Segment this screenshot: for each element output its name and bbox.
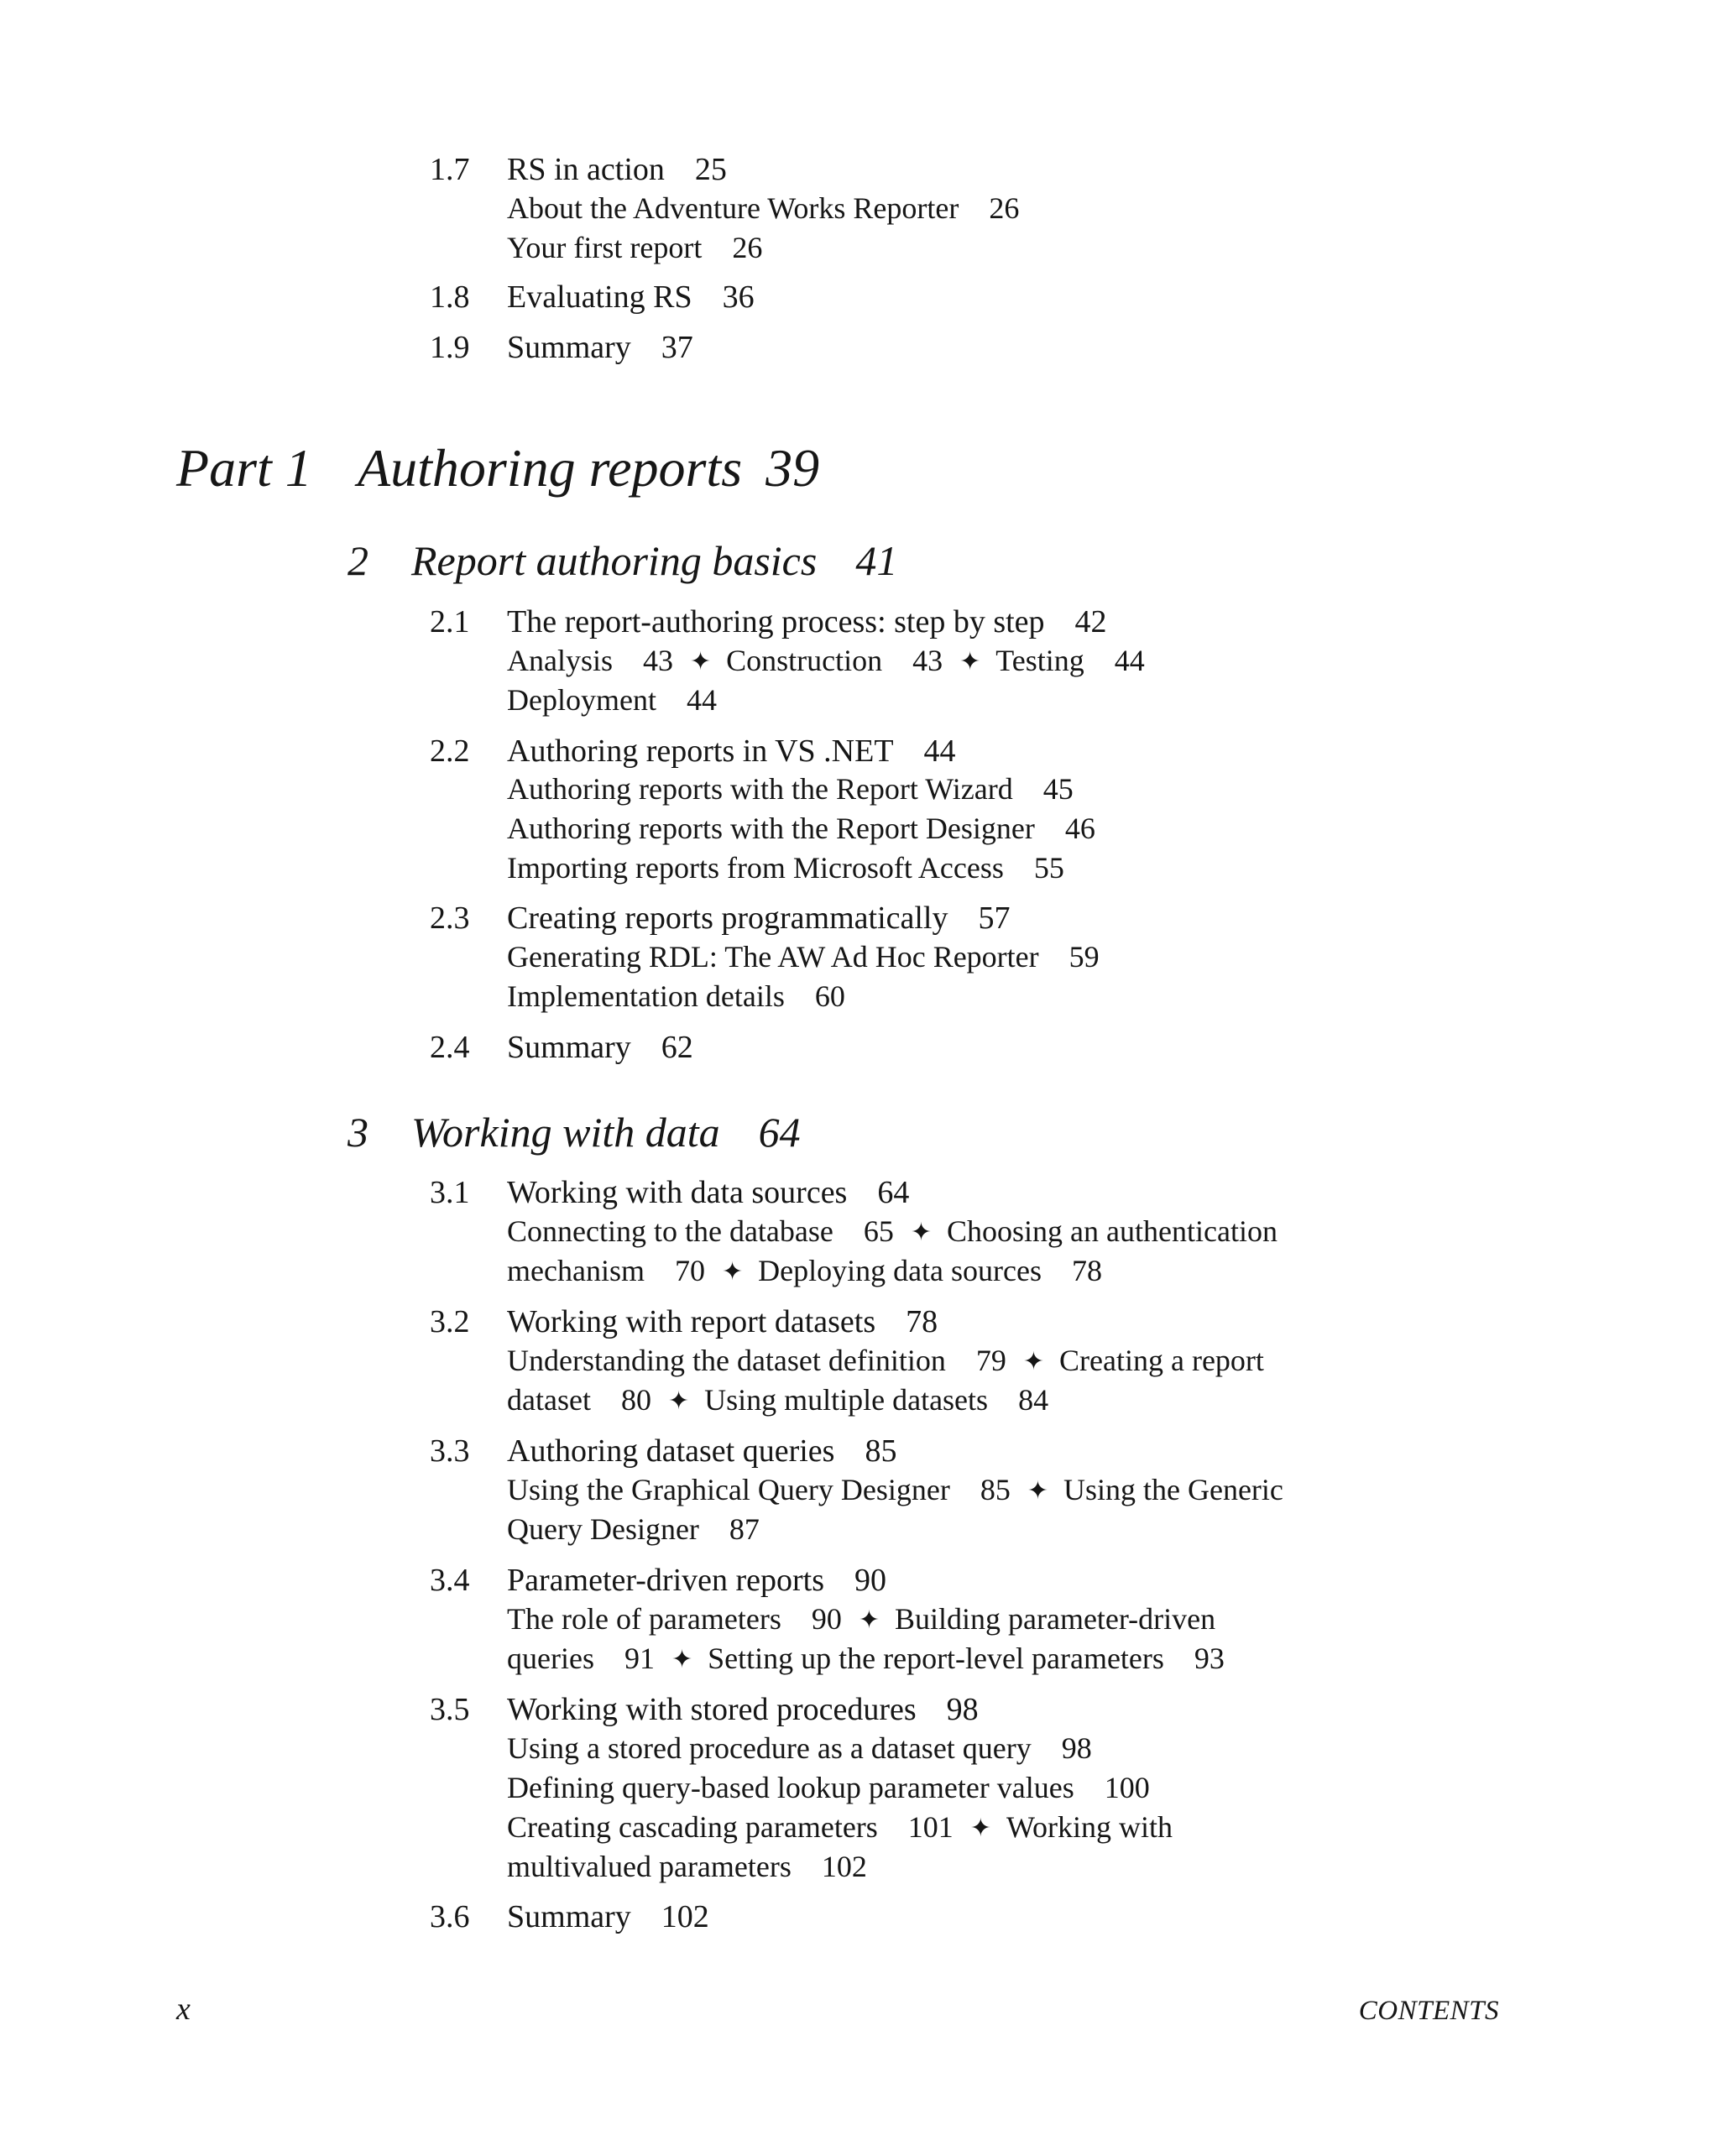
toc-subtopic-line: [507, 977, 845, 1016]
section-number: 1.8: [430, 279, 470, 315]
toc-subtopic-line: [507, 1470, 1283, 1511]
part-title: Authoring reports: [358, 438, 743, 498]
toc-subtopic-line: [507, 1768, 1150, 1808]
part-page-number: 39: [765, 438, 820, 498]
section-number: 3.3: [430, 1433, 470, 1469]
bullet-separator-icon: ✦: [1027, 1477, 1048, 1505]
toc-subtopic-line: [507, 770, 1074, 809]
subtopic-title: Using multiple datasets: [704, 1383, 989, 1417]
section-page-number: 25: [694, 152, 727, 187]
subtopic-page-number: 55: [1033, 851, 1064, 885]
section-title: [507, 326, 693, 369]
toc-section-entry: [430, 1026, 1395, 1069]
subtopic-title: Deploying data sources: [758, 1254, 1042, 1287]
section-page-number: 98: [946, 1692, 979, 1727]
chapter-title: Working with data: [411, 1109, 720, 1156]
section-number: 3.1: [430, 1175, 470, 1210]
section-page-number: 62: [661, 1030, 693, 1065]
subtopic-page-number: 60: [814, 979, 845, 1013]
subtopic-title: Choosing an authentication: [947, 1214, 1277, 1248]
section-title: [507, 896, 1011, 940]
bullet-separator-icon: ✦: [690, 648, 712, 676]
section-title-text: Working with stored procedures: [507, 1692, 917, 1727]
section-page-number: 42: [1074, 604, 1107, 639]
section-page-number: 85: [865, 1433, 897, 1469]
chapter-number: 3: [347, 1109, 368, 1156]
subtopic-title: Your first report: [507, 231, 703, 264]
subtopic-page-number: 79: [975, 1344, 1006, 1377]
toc-subtopic-line: [507, 1212, 1277, 1252]
subtopic-page-number: 93: [1194, 1642, 1225, 1675]
subtopic-title: Construction: [726, 644, 883, 677]
section-number: 1.9: [430, 330, 470, 365]
toc-section-entry: [430, 1300, 1395, 1344]
subtopic-page-number: 78: [1072, 1254, 1102, 1287]
subtopic-title: Creating cascading parameters: [507, 1810, 878, 1844]
section-number: 1.7: [430, 152, 470, 187]
bullet-separator-icon: ✦: [721, 1258, 744, 1286]
section-title: [507, 1429, 896, 1473]
section-number: 2.2: [430, 733, 470, 769]
section-title: [507, 1688, 979, 1731]
subtopic-title: Using a stored procedure as a dataset query: [507, 1731, 1032, 1765]
toc-section-entry: [430, 1558, 1395, 1602]
section-title-text: Summary: [507, 330, 631, 365]
subtopic-title: The role of parameters: [507, 1602, 781, 1636]
toc-section-entry: [430, 326, 1395, 369]
toc-section-entry: [430, 896, 1395, 940]
toc-subtopic-line: [507, 1341, 1264, 1381]
bullet-separator-icon: ✦: [1022, 1348, 1045, 1376]
subtopic-title: Creating a report: [1059, 1344, 1264, 1377]
section-page-number: 102: [661, 1899, 709, 1934]
toc-subtopic-line: [507, 937, 1100, 977]
subtopic-title: Using the Generic: [1063, 1473, 1283, 1506]
subtopic-title: queries: [507, 1642, 594, 1675]
toc-subtopic-line: [507, 189, 1019, 228]
subtopic-page-number: 26: [989, 191, 1020, 225]
subtopic-page-number: 45: [1042, 772, 1074, 806]
subtopic-page-number: 87: [729, 1512, 760, 1546]
subtopic-page-number: 65: [863, 1214, 894, 1248]
section-title-text: Working with report datasets: [507, 1304, 876, 1339]
toc-subtopic-line: [507, 1510, 760, 1549]
subtopic-title: Generating RDL: The AW Ad Hoc Reporter: [507, 940, 1039, 974]
toc-section-entry: [430, 1429, 1395, 1473]
bullet-separator-icon: ✦: [910, 1219, 933, 1246]
section-title-text: RS in action: [507, 152, 665, 187]
toc-section-entry: [430, 148, 1395, 191]
section-title: [507, 275, 755, 319]
section-title-text: Working with data sources: [507, 1175, 848, 1210]
subtopic-page-number: 101: [907, 1810, 954, 1844]
toc-section-entry: [430, 729, 1395, 773]
toc-subtopic-line: [507, 1729, 1092, 1768]
toc-subtopic-line: [507, 228, 762, 268]
subtopic-title: dataset: [507, 1383, 591, 1417]
toc-subtopic-line: [507, 1600, 1215, 1640]
subtopic-title: Analysis: [507, 644, 613, 677]
subtopic-title: Implementation details: [507, 979, 785, 1013]
section-title-text: Parameter-driven reports: [507, 1563, 825, 1598]
subtopic-page-number: 26: [732, 231, 763, 264]
section-number: 3.6: [430, 1899, 470, 1934]
part-label: Part 1: [176, 438, 312, 498]
bullet-separator-icon: ✦: [667, 1387, 690, 1415]
toc-section-entry: [430, 275, 1395, 319]
section-title: [507, 1300, 938, 1344]
section-number: 3.4: [430, 1563, 470, 1598]
subtopic-page-number: 70: [674, 1254, 705, 1287]
subtopic-page-number: 91: [624, 1642, 655, 1675]
subtopic-page-number: 80: [620, 1383, 651, 1417]
toc-subtopic-line: [507, 1808, 1173, 1848]
subtopic-title: Deployment: [507, 683, 656, 717]
subtopic-title: mechanism: [507, 1254, 645, 1287]
subtopic-title: Authoring reports with the Report Wizard: [507, 772, 1013, 806]
section-page-number: 37: [661, 330, 693, 365]
subtopic-title: Defining query-based lookup parameter values: [507, 1771, 1074, 1804]
section-number: 3.2: [430, 1304, 470, 1339]
section-page-number: 64: [877, 1175, 910, 1210]
subtopic-title: Working with: [1006, 1810, 1173, 1844]
section-title: [507, 600, 1107, 644]
toc-subtopic-line: [507, 1639, 1225, 1679]
section-title-text: Summary: [507, 1030, 631, 1065]
section-page-number: 90: [854, 1563, 887, 1598]
section-title-text: The report-authoring process: step by step: [507, 604, 1045, 639]
part-heading: [176, 435, 819, 502]
subtopic-page-number: 102: [821, 1850, 867, 1883]
section-title-text: Evaluating RS: [507, 279, 692, 315]
subtopic-page-number: 59: [1068, 940, 1100, 974]
bullet-separator-icon: ✦: [858, 1606, 880, 1634]
bullet-separator-icon: ✦: [969, 1814, 991, 1842]
footer-running-head: CONTENTS: [1358, 1996, 1499, 2026]
subtopic-page-number: 43: [643, 644, 673, 677]
toc-section-entry: [430, 1895, 1395, 1939]
subtopic-title: Authoring reports with the Report Designer: [507, 812, 1035, 845]
section-number: 3.5: [430, 1692, 470, 1727]
toc-subtopic-line: [507, 809, 1095, 848]
toc-subtopic-line: [507, 681, 717, 720]
chapter-page-number: 64: [758, 1109, 801, 1156]
section-title-text: Authoring reports in VS .NET: [507, 733, 894, 769]
subtopic-title: Building parameter-driven: [894, 1602, 1216, 1636]
subtopic-title: Testing: [995, 644, 1084, 677]
footer-page-number: x: [176, 1992, 191, 2027]
subtopic-title: Importing reports from Microsoft Access: [507, 851, 1004, 885]
subtopic-page-number: 100: [1104, 1771, 1150, 1804]
section-title-text: Creating reports programmatically: [507, 901, 948, 936]
subtopic-title: Setting up the report-level parameters: [708, 1642, 1164, 1675]
chapter-2-heading: [347, 534, 897, 587]
section-page-number: 36: [722, 279, 755, 315]
toc-subtopic-line: [507, 1847, 867, 1887]
subtopic-title: Query Designer: [507, 1512, 699, 1546]
toc-section-entry: [430, 1171, 1395, 1214]
section-page-number: 44: [923, 733, 956, 769]
toc-subtopic-line: [507, 641, 1145, 681]
toc-section-entry: [430, 600, 1395, 644]
subtopic-title: Connecting to the database: [507, 1214, 833, 1248]
subtopic-page-number: 90: [811, 1602, 842, 1636]
toc-subtopic-line: [507, 1381, 1048, 1421]
section-title: [507, 148, 727, 191]
section-title-text: Authoring dataset queries: [507, 1433, 835, 1469]
subtopic-page-number: 98: [1061, 1731, 1092, 1765]
section-number: 2.1: [430, 604, 470, 639]
section-title: [507, 1558, 886, 1602]
chapter-title: Report authoring basics: [411, 537, 818, 584]
section-title: [507, 1171, 909, 1214]
toc-subtopic-line: [507, 848, 1064, 888]
subtopic-page-number: 85: [980, 1473, 1011, 1506]
subtopic-title: Using the Graphical Query Designer: [507, 1473, 950, 1506]
section-title: [507, 1026, 693, 1069]
subtopic-title: About the Adventure Works Reporter: [507, 191, 959, 225]
section-page-number: 57: [978, 901, 1011, 936]
bullet-separator-icon: ✦: [959, 648, 981, 676]
chapter-3-heading: [347, 1105, 801, 1159]
subtopic-title: multivalued parameters: [507, 1850, 792, 1883]
section-number: 2.4: [430, 1030, 470, 1065]
subtopic-page-number: 44: [686, 683, 717, 717]
bullet-separator-icon: ✦: [671, 1646, 693, 1673]
subtopic-page-number: 46: [1064, 812, 1095, 845]
subtopic-page-number: 84: [1018, 1383, 1049, 1417]
subtopic-page-number: 43: [912, 644, 943, 677]
subtopic-title: Understanding the dataset definition: [507, 1344, 946, 1377]
section-number: 2.3: [430, 901, 470, 936]
toc-section-entry: [430, 1688, 1395, 1731]
chapter-number: 2: [347, 537, 368, 584]
section-title: [507, 1895, 709, 1939]
toc-subtopic-line: [507, 1251, 1102, 1292]
section-page-number: 78: [906, 1304, 938, 1339]
section-title: [507, 729, 956, 773]
section-title-text: Summary: [507, 1899, 631, 1934]
subtopic-page-number: 44: [1114, 644, 1145, 677]
chapter-page-number: 41: [855, 537, 898, 584]
